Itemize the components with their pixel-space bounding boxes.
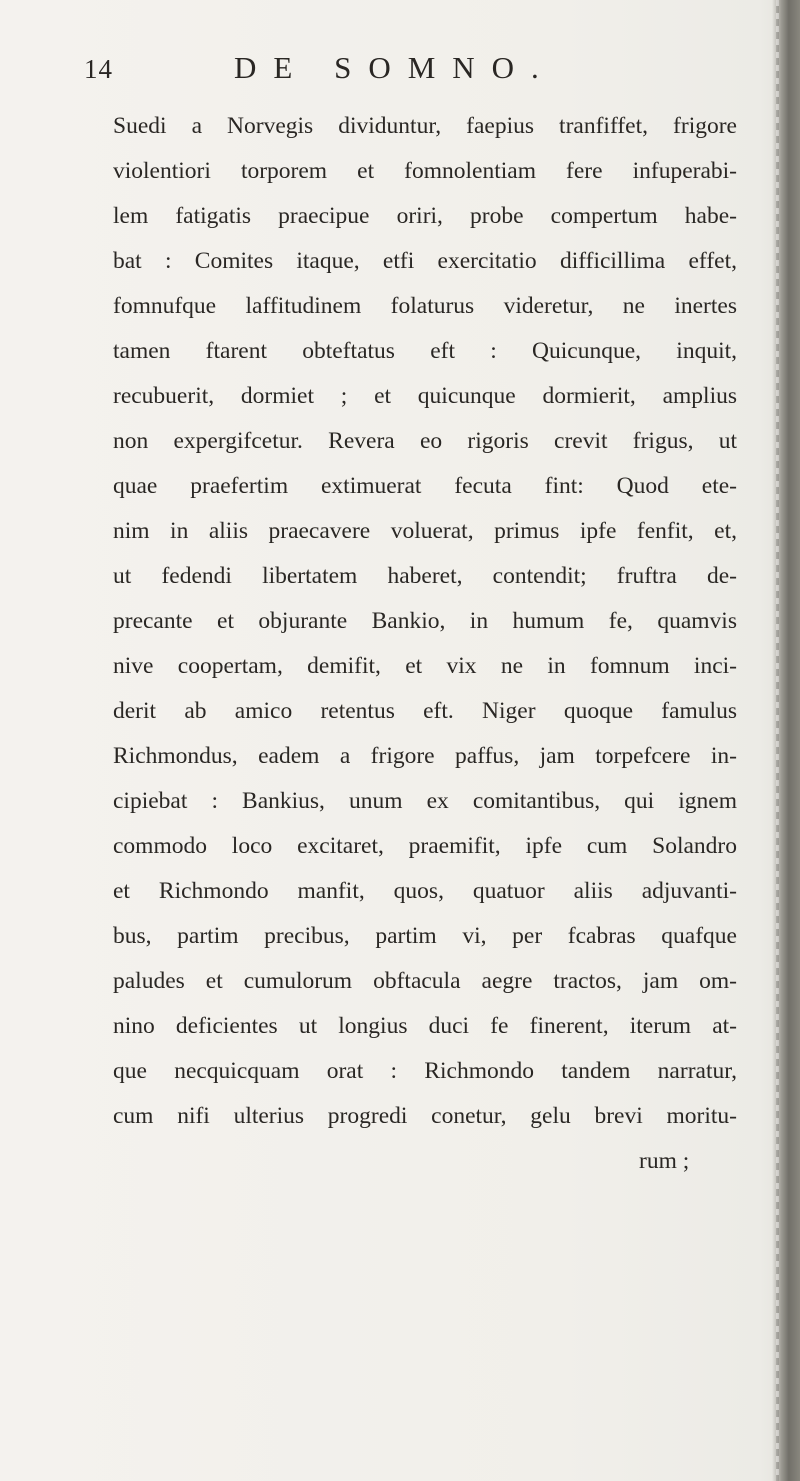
text-line: que necquicquam orat : Richmondo tandem narratur, bbox=[113, 1058, 737, 1084]
text-line: nive coopertam, demifit, et vix ne in fomnum inci- bbox=[113, 653, 737, 679]
page-number: 14 bbox=[84, 54, 113, 84]
text-line: non expergifcetur. Revera eo rigoris crevit frigus, ut bbox=[113, 428, 737, 454]
text-line: commodo loco excitaret, praemifit, ipfe cum Solandro bbox=[113, 833, 737, 859]
page-header bbox=[0, 50, 800, 90]
text-line: tamen ftarent obteftatus eft : Quicunque, inquit, bbox=[113, 338, 737, 364]
text-line: nim in aliis praecavere voluerat, primus ipfe fenfit, et, bbox=[113, 518, 737, 544]
text-line: bat : Comites itaque, etfi exercitatio difficillima effet, bbox=[113, 248, 737, 274]
page-edge bbox=[772, 0, 800, 1481]
running-title: DE SOMNO. bbox=[234, 50, 556, 85]
text-line: derit ab amico retentus eft. Niger quoque famulus bbox=[113, 698, 737, 724]
text-line: quae praefertim extimuerat fecuta fint: Quod ete- bbox=[113, 473, 737, 499]
text-line: bus, partim precibus, partim vi, per fcabras quafque bbox=[113, 923, 737, 949]
text-line: cipiebat : Bankius, unum ex comitantibus, qui ignem bbox=[113, 788, 737, 814]
text-line: paludes et cumulorum obftacula aegre tractos, jam om- bbox=[113, 968, 737, 994]
text-line: precante et objurante Bankio, in humum fe, quamvis bbox=[113, 608, 737, 634]
text-line: et Richmondo manfit, quos, quatuor aliis adjuvanti- bbox=[113, 878, 737, 904]
text-line: violentiori torporem et fomnolentiam fere infuperabi- bbox=[113, 158, 737, 184]
text-line: cum nifi ulterius progredi conetur, gelu brevi moritu- bbox=[113, 1103, 737, 1129]
catchword: rum ; bbox=[639, 1148, 690, 1174]
text-line: fomnufque laffitudinem folaturus videretur, ne inertes bbox=[113, 293, 737, 319]
text-line: Richmondus, eadem a frigore paffus, jam torpefcere in- bbox=[113, 743, 737, 769]
text-line: lem fatigatis praecipue oriri, probe compertum habe- bbox=[113, 203, 737, 229]
text-line: nino deficientes ut longius duci fe finerent, iterum at- bbox=[113, 1013, 737, 1039]
text-line: Suedi a Norvegis dividuntur, faepius tranfiffet, frigore bbox=[113, 113, 737, 139]
text-line: ut fedendi libertatem haberet, contendit; fruftra de- bbox=[113, 563, 737, 589]
text-line: recubuerit, dormiet ; et quicunque dormierit, amplius bbox=[113, 383, 737, 409]
